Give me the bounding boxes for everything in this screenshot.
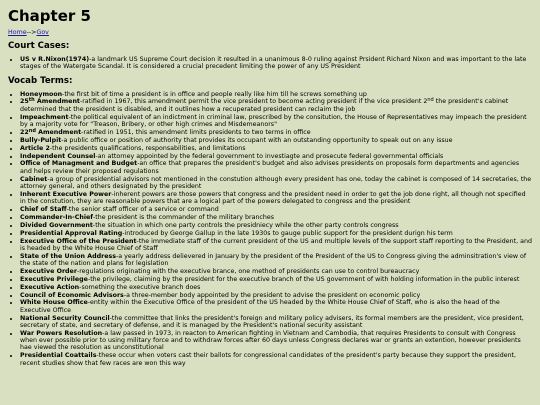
term: Executive Order — [20, 267, 77, 275]
list-item — [20, 153, 532, 160]
list-item — [20, 176, 532, 191]
list-item — [20, 315, 532, 330]
list-item — [20, 284, 532, 291]
page-title: Chapter 5 — [8, 7, 91, 25]
term: Article 2 — [20, 144, 50, 152]
list-item — [20, 129, 532, 136]
definition: -the senior staff officer of a service or command — [66, 205, 219, 213]
term: Chief of Staff — [20, 205, 67, 213]
term: Divided Government — [20, 221, 93, 229]
definition: -the political equivalent of an indictment in criminal law, prescribed by the consitution, the House of Representatives may impeach the president by a majority vote for "Treason, Bribery, or other high crimes and Misdemeanors" — [20, 113, 527, 128]
vocab-heading: Vocab Terms: — [8, 75, 73, 86]
term: Executive Office of the President — [20, 237, 137, 245]
term: Executive Action — [20, 283, 80, 291]
court-cases-heading: Court Cases: — [8, 41, 70, 51]
list-item — [20, 238, 532, 253]
definition: -the committee that links the president's foreign and military policy advisers, its formal members are the president, vice president, secretary of state, and secretary of defense, and it is managed by the President's national security assistant — [20, 314, 524, 329]
list-item — [20, 56, 532, 71]
definition: -a three-member body appointed by the president to advise the president on economic policy — [123, 291, 421, 299]
term: Office of Managment and Budget — [20, 160, 138, 168]
term: Independent Counsel — [20, 152, 96, 160]
list-item — [20, 253, 532, 268]
term: Cabinet — [20, 175, 48, 183]
definition: -introduced by George Gallup in the late 1930s to gauge public support for the president durign his term — [122, 229, 453, 237]
list-item — [20, 214, 532, 221]
definition: -these occur when voters cast their ballots for congressional candidates of the president's party because they support the president, recent studies show that few races are won this way — [20, 352, 517, 367]
term: National Security Council — [20, 314, 110, 322]
list-item — [20, 230, 532, 237]
term: Bully-Pulpit — [20, 136, 62, 144]
breadcrumb-separator: --> — [26, 29, 37, 36]
definition: -ratified in 1967, this amendment permit the vice president to become acting president if the vice president 2 — [79, 98, 428, 106]
breadcrumb-gov-link[interactable]: Gov — [36, 29, 49, 36]
term: 22nd Amendment — [20, 127, 82, 136]
definition: -regulations originating with the executive brance, one method of presidents can use to control bureaucracy — [76, 267, 420, 275]
list-item — [20, 276, 532, 283]
court-cases-list — [8, 56, 532, 71]
definition: -something the executive branch does — [79, 283, 201, 291]
definition: -the immediate staff of the current president of the US and multiple levels of the support staff reporting to the President, and is headed by the White House Chief of Staff — [20, 237, 532, 252]
definition: -the president is the commander of the military branches — [93, 213, 275, 221]
definition: -an attorney appointed by the federal government to investiagte and prosecute federal governmental officials — [95, 152, 444, 160]
term: Honeymoon — [20, 90, 63, 98]
definition: -entity within the Executive Office of the president of the US headed by the White House Chief of Staff, who is also the head of the Executive Office — [20, 299, 500, 314]
term: Council of Economic Advisors — [20, 291, 124, 299]
definition: -a public office or position of authority that provides its occupant with an outstanding opportunity to speak out on any issue — [61, 136, 453, 144]
list-item — [20, 160, 532, 175]
term: Inherent Executive Power — [20, 190, 112, 198]
term: US v R.Nixon(1974) — [20, 56, 90, 63]
term: War Powers Resolution — [20, 329, 103, 337]
list-item — [20, 206, 532, 213]
list-item — [20, 268, 532, 275]
definition: -an office that prepares the president's budget and also advises presidents on proposals form departments and agencies and helps review their proposed regulations — [20, 160, 520, 175]
list-item: • 25th Amendment-ratified in 1967, this amendment permit the vice president to become acting president if the vice president 2nd the president's cabinet determined that the president is disabled, and it outlines how a recuperated president can reclaim the job — [20, 98, 532, 113]
term: 25th Amendment — [20, 97, 80, 106]
list-item — [20, 91, 532, 98]
list-item — [20, 191, 532, 206]
breadcrumb — [8, 29, 532, 36]
definition: -the privilege, claiming by the president for the executive branch of the US government of with holding information in the public interest — [87, 275, 520, 283]
term: State of the Union Address — [20, 252, 116, 260]
list-item — [20, 145, 532, 152]
term: Presidential Approval Rating — [20, 229, 123, 237]
vocab-list — [8, 91, 532, 367]
list-item — [20, 299, 532, 314]
list-item — [20, 292, 532, 299]
definition: -the first bit of time a president is in office and people really like him till he screws something up — [62, 90, 367, 98]
term: Executive Privilege — [20, 275, 88, 283]
list-item — [20, 137, 532, 144]
definition: -a law passed in 1973, in reacton to American fighting in Vietnam and Cambodia, that requires Presidents to consult with Congress when ever possible prior to using military force and to withdraw forces after 60 days unless Congress declares war or grants an extention, however presidents hae viewed the resolution as unconstitutional — [20, 329, 521, 352]
definition: -inherent powers are those powers that congress and the president need in order to get the job done right, all though not specified in the constution, they are reasonable powers that are a logical part of the powers delegated to congress and the president — [20, 190, 526, 206]
term: Commander-In-Chief — [20, 213, 94, 221]
term: Presidential Coattails — [20, 352, 97, 360]
list-item — [20, 222, 532, 229]
definition: -a yearly address delievered in January by the president of the President of the US to Congress giving the adminsitration's view of the state of the nation and plans for legislation — [20, 252, 527, 268]
term: White House Office — [20, 299, 88, 307]
definition: -a landmark US Supreme Court decision it resulted in a unanimous 8-0 ruling against Prsident Richard Nixon and was important to the late stages of the Watergate Scandal. It is considered a crucial precedent limiting the power of any US President — [20, 56, 527, 71]
definition: -ratified in 1951, this amendment limits presidents to two terms in office — [81, 128, 311, 136]
definition: -the situation in which one party controls the presidniecy while the other party controls congress — [92, 221, 399, 229]
breadcrumb-home-link[interactable]: Home — [8, 29, 27, 36]
list-item — [20, 352, 532, 367]
term: Impeachment — [20, 113, 69, 121]
list-item — [20, 114, 532, 129]
list-item — [20, 330, 532, 352]
definition: -a group of presidential advisors not mentioned in the constution although every president has one, today the cabinet is composed of 14 secretaries, the attorney general, and others designated by the president — [20, 175, 532, 190]
definition: -the presidents qualifications, responsabilities, and limitations — [49, 144, 246, 152]
